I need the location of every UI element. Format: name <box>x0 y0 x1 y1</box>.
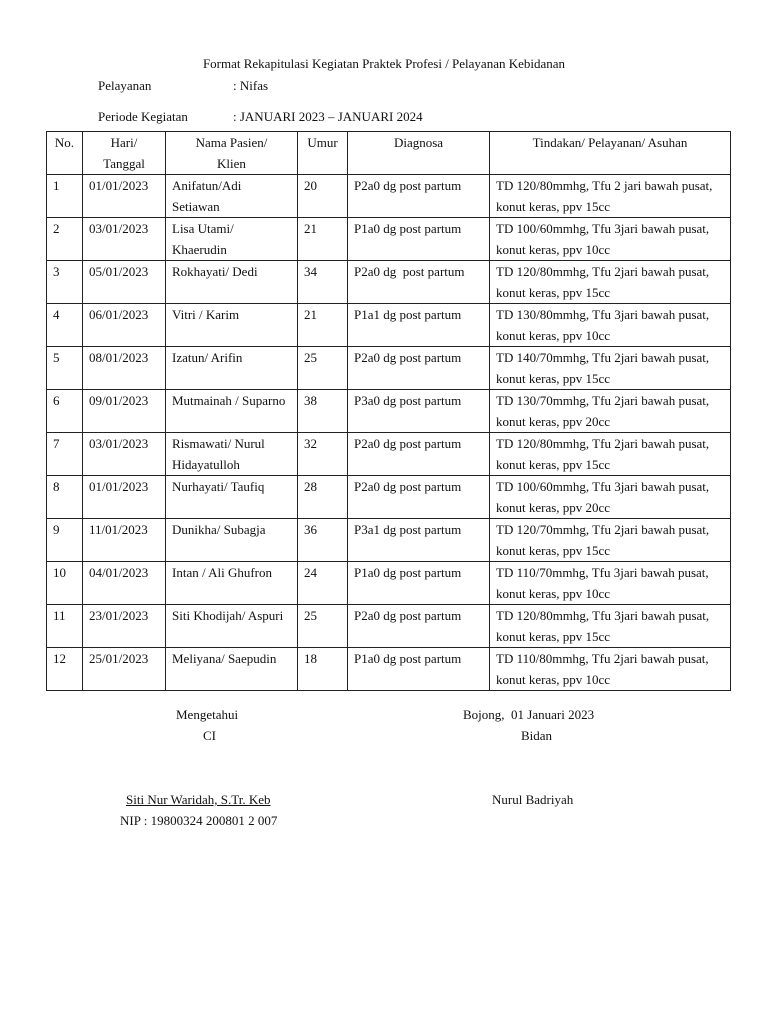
header-umur <box>298 132 348 175</box>
cell-umur: 18 <box>298 648 348 691</box>
cell-nama: Rokhayati/ Dedi <box>166 261 298 304</box>
cell-tanggal: 08/01/2023 <box>83 347 166 390</box>
cell-umur: 34 <box>298 261 348 304</box>
cell-no: 9 <box>47 519 83 562</box>
table-row <box>47 347 731 390</box>
cell-tindakan: TD 120/70mmhg, Tfu 2jari bawah pusat, konut keras, ppv 15cc <box>490 519 731 562</box>
cell-tanggal: 05/01/2023 <box>83 261 166 304</box>
cell-umur: 28 <box>298 476 348 519</box>
sig-left-name: Siti Nur Waridah, S.Tr. Keb <box>126 792 271 807</box>
cell-diagnosa: P1a0 dg post partum <box>348 648 490 691</box>
sig-right-place-date: Bojong, 01 Januari 2023 <box>463 707 595 722</box>
cell-diagnosa: P1a1 dg post partum <box>348 304 490 347</box>
header-diagnosa-text: Diagnosa <box>393 135 444 150</box>
cell-tanggal: 09/01/2023 <box>83 390 166 433</box>
cell-nama: Intan / Ali Ghufron <box>166 562 298 605</box>
cell-tindakan: TD 130/80mmhg, Tfu 3jari bawah pusat, konut keras, ppv 10cc <box>490 304 731 347</box>
header-nama-line1: Nama Pasien/ <box>195 135 268 150</box>
table-row <box>47 304 731 347</box>
table-row <box>47 261 731 304</box>
header-no <box>47 132 83 175</box>
table-row <box>47 519 731 562</box>
cell-umur: 21 <box>298 218 348 261</box>
header-nama <box>166 132 298 175</box>
cell-no: 8 <box>47 476 83 519</box>
cell-umur: 20 <box>298 175 348 218</box>
header-nama-line2: Klien <box>217 156 246 171</box>
cell-tanggal: 03/01/2023 <box>83 218 166 261</box>
cell-diagnosa: P3a0 dg post partum <box>348 390 490 433</box>
cell-tindakan: TD 100/60mmhg, Tfu 3jari bawah pusat, konut keras, ppv 10cc <box>490 218 731 261</box>
cell-no: 3 <box>47 261 83 304</box>
cell-tindakan: TD 120/80mmhg, Tfu 2jari bawah pusat, konut keras, ppv 15cc <box>490 261 731 304</box>
sig-left-mengetahui: Mengetahui <box>176 707 239 722</box>
table-row <box>47 390 731 433</box>
cell-umur: 38 <box>298 390 348 433</box>
cell-umur: 21 <box>298 304 348 347</box>
cell-no: 11 <box>47 605 83 648</box>
cell-diagnosa: P2a0 dg post partum <box>348 175 490 218</box>
cell-nama: Vitri / Karim <box>166 304 298 347</box>
table-row <box>47 605 731 648</box>
cell-diagnosa: P1a0 dg post partum <box>348 562 490 605</box>
cell-diagnosa: P2a0 dg post partum <box>348 605 490 648</box>
cell-tanggal: 06/01/2023 <box>83 304 166 347</box>
header-hari-line2: Tanggal <box>103 156 145 171</box>
table-row <box>47 218 731 261</box>
cell-diagnosa: P3a1 dg post partum <box>348 519 490 562</box>
cell-tindakan: TD 120/80mmhg, Tfu 2jari bawah pusat, konut keras, ppv 15cc <box>490 433 731 476</box>
cell-diagnosa: P2a0 dg post partum <box>348 347 490 390</box>
cell-tanggal: 11/01/2023 <box>83 519 166 562</box>
cell-no: 2 <box>47 218 83 261</box>
table-header-row <box>47 132 731 175</box>
cell-nama: Lisa Utami/ Khaerudin <box>166 218 298 261</box>
table-row <box>47 648 731 691</box>
cell-tindakan: TD 110/80mmhg, Tfu 2jari bawah pusat, konut keras, ppv 10cc <box>490 648 731 691</box>
cell-no: 1 <box>47 175 83 218</box>
table-row <box>47 175 731 218</box>
cell-tindakan: TD 120/80mmhg, Tfu 3jari bawah pusat, konut keras, ppv 15cc <box>490 605 731 648</box>
cell-diagnosa: P1a0 dg post partum <box>348 218 490 261</box>
cell-no: 7 <box>47 433 83 476</box>
cell-tanggal: 25/01/2023 <box>83 648 166 691</box>
header-no-text: No. <box>54 135 75 150</box>
cell-diagnosa: P2a0 dg post partum <box>348 261 490 304</box>
header-tindakan-text: Tindakan/ Pelayanan/ Asuhan <box>532 135 688 150</box>
cell-tanggal: 04/01/2023 <box>83 562 166 605</box>
cell-nama: Rismawati/ Nurul Hidayatulloh <box>166 433 298 476</box>
header-diagnosa <box>348 132 490 175</box>
table-body <box>47 175 731 691</box>
cell-tindakan: TD 100/60mmhg, Tfu 3jari bawah pusat, konut keras, ppv 20cc <box>490 476 731 519</box>
periode-label: Periode Kegiatan <box>98 109 188 124</box>
cell-tindakan: TD 120/80mmhg, Tfu 2 jari bawah pusat, konut keras, ppv 15cc <box>490 175 731 218</box>
sig-right-name: Nurul Badriyah <box>492 792 574 807</box>
pelayanan-value: : Nifas <box>233 78 269 93</box>
table-row <box>47 562 731 605</box>
periode-value: : JANUARI 2023 – JANUARI 2024 <box>233 109 423 124</box>
sig-left-role: CI <box>203 728 216 743</box>
header-hari-line1: Hari/ <box>110 135 138 150</box>
header-hari-tanggal <box>83 132 166 175</box>
header-umur-text: Umur <box>307 135 338 150</box>
cell-no: 12 <box>47 648 83 691</box>
sig-right-role: Bidan <box>521 728 553 743</box>
cell-umur: 24 <box>298 562 348 605</box>
cell-tindakan: TD 110/70mmhg, Tfu 3jari bawah pusat, konut keras, ppv 10cc <box>490 562 731 605</box>
cell-nama: Meliyana/ Saepudin <box>166 648 298 691</box>
document-title: Format Rekapitulasi Kegiatan Praktek Profesi / Pelayanan Kebidanan <box>202 56 566 71</box>
cell-umur: 25 <box>298 605 348 648</box>
cell-nama: Izatun/ Arifin <box>166 347 298 390</box>
cell-tanggal: 03/01/2023 <box>83 433 166 476</box>
table-row <box>47 476 731 519</box>
cell-umur: 32 <box>298 433 348 476</box>
cell-no: 5 <box>47 347 83 390</box>
rekap-table <box>46 131 731 691</box>
cell-nama: Mutmainah / Suparno <box>166 390 298 433</box>
cell-nama: Siti Khodijah/ Aspuri <box>166 605 298 648</box>
cell-umur: 36 <box>298 519 348 562</box>
cell-diagnosa: P2a0 dg post partum <box>348 433 490 476</box>
cell-tindakan: TD 140/70mmhg, Tfu 2jari bawah pusat, konut keras, ppv 15cc <box>490 347 731 390</box>
cell-nama: Anifatun/Adi Setiawan <box>166 175 298 218</box>
cell-no: 4 <box>47 304 83 347</box>
sig-left-nip: NIP : 19800324 200801 2 007 <box>120 813 278 828</box>
cell-tanggal: 01/01/2023 <box>83 175 166 218</box>
cell-umur: 25 <box>298 347 348 390</box>
pelayanan-label: Pelayanan <box>98 78 152 93</box>
cell-nama: Nurhayati/ Taufiq <box>166 476 298 519</box>
header-tindakan <box>490 132 731 175</box>
cell-no: 6 <box>47 390 83 433</box>
cell-nama: Dunikha/ Subagja <box>166 519 298 562</box>
cell-tanggal: 01/01/2023 <box>83 476 166 519</box>
cell-diagnosa: P2a0 dg post partum <box>348 476 490 519</box>
cell-tanggal: 23/01/2023 <box>83 605 166 648</box>
cell-tindakan: TD 130/70mmhg, Tfu 2jari bawah pusat, konut keras, ppv 20cc <box>490 390 731 433</box>
table-row <box>47 433 731 476</box>
cell-no: 10 <box>47 562 83 605</box>
